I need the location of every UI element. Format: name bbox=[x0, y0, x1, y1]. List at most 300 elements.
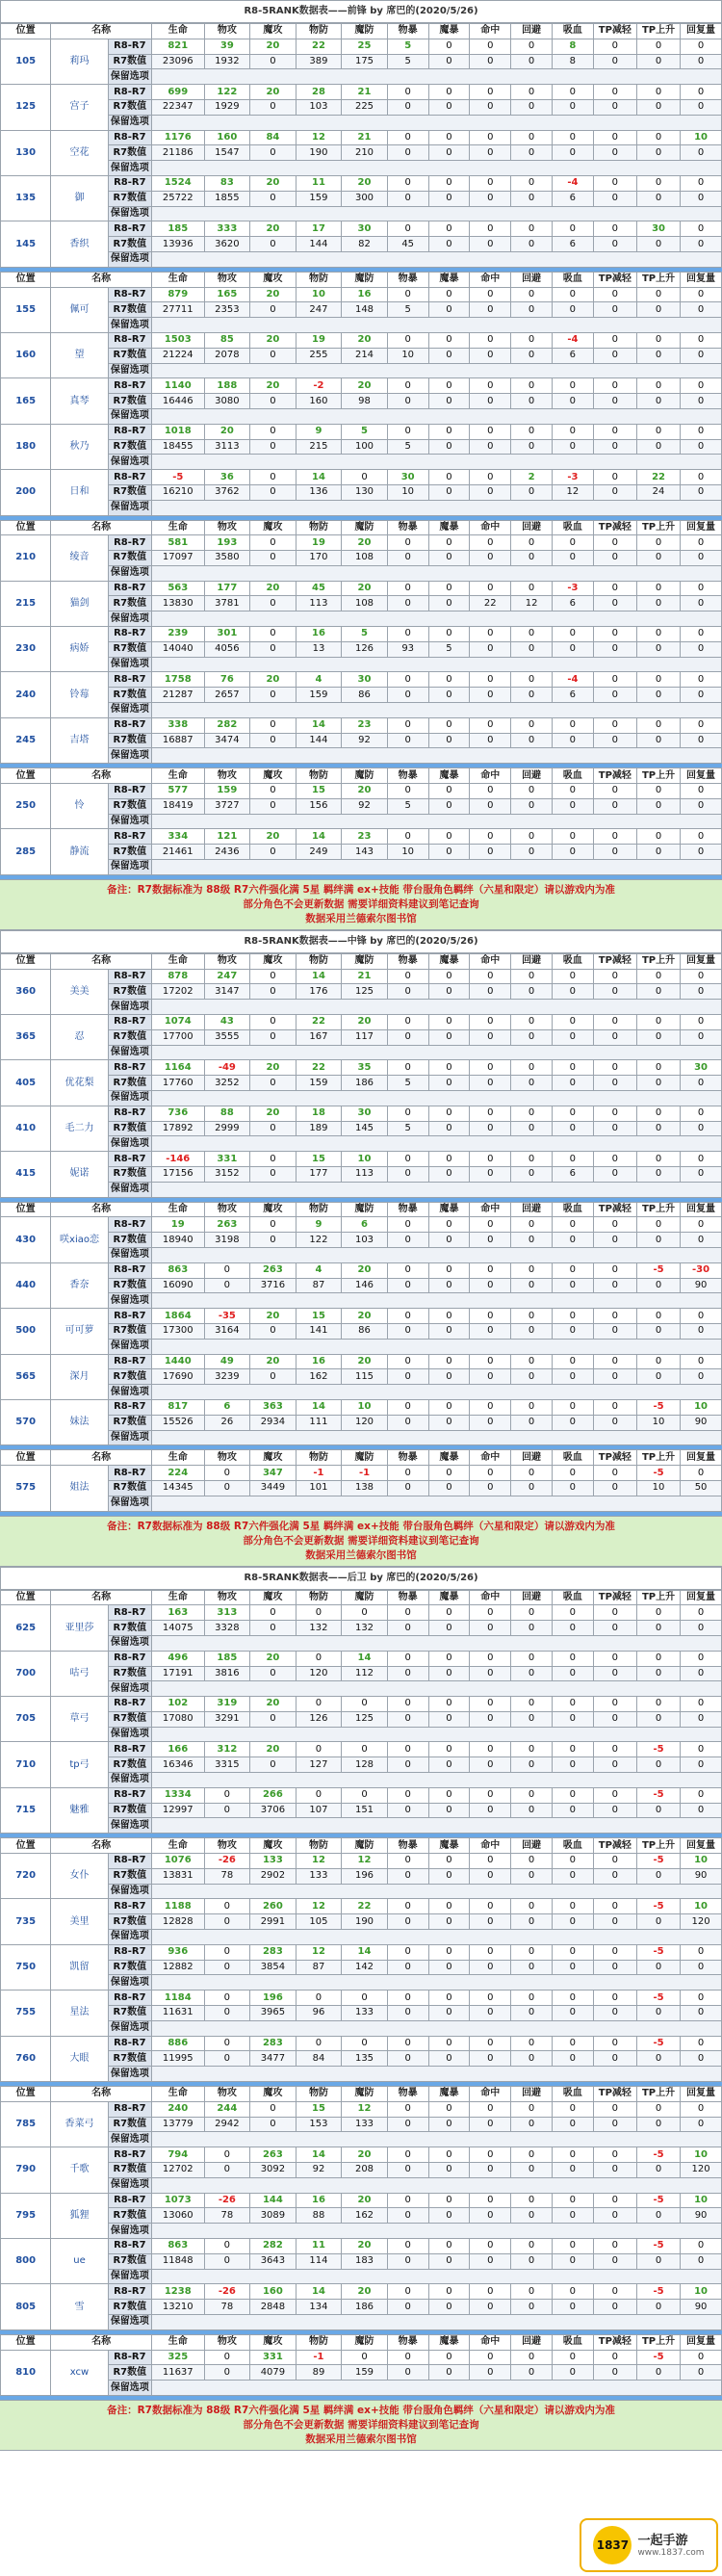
r7-value: 0 bbox=[250, 191, 297, 206]
r7-value: 16346 bbox=[151, 1757, 204, 1773]
r7-value: 0 bbox=[593, 2208, 636, 2224]
keep-blank bbox=[151, 2067, 721, 2082]
diff-value: 0 bbox=[511, 1899, 553, 1914]
r7-value: 18940 bbox=[151, 1233, 204, 1248]
diff-value: 0 bbox=[387, 581, 428, 596]
diff-value: 0 bbox=[681, 287, 722, 302]
diff-value: 224 bbox=[151, 1466, 204, 1481]
header-cell: 生命 bbox=[151, 2087, 204, 2102]
diff-value: 0 bbox=[342, 1697, 388, 1712]
diff-value: 0 bbox=[428, 535, 470, 551]
r7-value: 12997 bbox=[151, 1803, 204, 1818]
r7-value: 78 bbox=[204, 2208, 250, 2224]
r7-value: 0 bbox=[511, 551, 553, 566]
row-label-r7: R7数值 bbox=[108, 2253, 151, 2269]
r7-value: 0 bbox=[387, 1233, 428, 1248]
r7-value: 0 bbox=[681, 1166, 722, 1182]
r7-value: 0 bbox=[593, 1029, 636, 1045]
header-cell: 回复量 bbox=[681, 953, 722, 969]
row-label-diff: R8-R7 bbox=[108, 1309, 151, 1324]
header-cell: 位置 bbox=[1, 953, 51, 969]
r7-value: 3727 bbox=[204, 798, 250, 814]
diff-value: 0 bbox=[342, 470, 388, 485]
r7-value: 0 bbox=[387, 1666, 428, 1681]
r7-value: 0 bbox=[470, 798, 511, 814]
header-cell: 生命 bbox=[151, 272, 204, 287]
row-label-r7: R7数值 bbox=[108, 484, 151, 500]
r7-value: 0 bbox=[552, 2300, 593, 2315]
r7-value: 0 bbox=[511, 798, 553, 814]
r7-value: 10 bbox=[387, 348, 428, 363]
r7-value: 3781 bbox=[204, 596, 250, 611]
row-label-keep: 保留选项 bbox=[108, 1818, 151, 1834]
diff-value: 260 bbox=[250, 1899, 297, 1914]
row-label-r7: R7数值 bbox=[108, 596, 151, 611]
note-line: 部分角色不会更新数据 需要详细资料建议到笔记查询 bbox=[243, 898, 479, 910]
diff-value: 16 bbox=[342, 287, 388, 302]
character-name: 静流 bbox=[51, 829, 108, 874]
row-label-keep: 保留选项 bbox=[108, 2224, 151, 2239]
r7-value: 0 bbox=[593, 1480, 636, 1496]
header-cell: 吸血 bbox=[552, 1202, 593, 1217]
diff-value: 0 bbox=[470, 424, 511, 439]
r7-value: 0 bbox=[681, 1233, 722, 1248]
table-row bbox=[1, 439, 722, 455]
diff-value: 821 bbox=[151, 39, 204, 54]
r7-value: 0 bbox=[681, 2051, 722, 2067]
keep-blank bbox=[151, 1930, 721, 1945]
r7-value: 0 bbox=[636, 2006, 680, 2021]
row-label-keep: 保留选项 bbox=[108, 408, 151, 424]
r7-value: 159 bbox=[296, 688, 342, 703]
diff-value: 0 bbox=[636, 969, 680, 984]
r7-value: 0 bbox=[387, 733, 428, 748]
r7-value: 18455 bbox=[151, 439, 204, 455]
diff-value: 0 bbox=[593, 2350, 636, 2365]
r7-value: 127 bbox=[296, 1757, 342, 1773]
header-cell: 魔防 bbox=[342, 520, 388, 535]
r7-value: 0 bbox=[636, 2253, 680, 2269]
row-label-r7: R7数值 bbox=[108, 1757, 151, 1773]
row-label-r7: R7数值 bbox=[108, 1868, 151, 1884]
header-cell: TP上升 bbox=[636, 953, 680, 969]
diff-value: 0 bbox=[636, 535, 680, 551]
r7-value: 3816 bbox=[204, 1666, 250, 1681]
diff-value: 0 bbox=[387, 287, 428, 302]
diff-value: -5 bbox=[636, 2284, 680, 2300]
header-cell: 魔暴 bbox=[428, 24, 470, 39]
r7-value: 1547 bbox=[204, 145, 250, 161]
character-name: 香菜弓 bbox=[51, 2101, 108, 2147]
header-cell: 魔暴 bbox=[428, 953, 470, 969]
r7-value: 92 bbox=[342, 798, 388, 814]
r7-value: 0 bbox=[428, 1121, 470, 1136]
r7-value: 0 bbox=[428, 2117, 470, 2132]
r7-value: 186 bbox=[342, 1076, 388, 1091]
row-label-keep: 保留选项 bbox=[108, 115, 151, 130]
row-label-keep: 保留选项 bbox=[108, 1681, 151, 1697]
position-value: 790 bbox=[1, 2147, 51, 2193]
keep-blank bbox=[151, 703, 721, 718]
r7-value: 0 bbox=[428, 348, 470, 363]
diff-value: 0 bbox=[681, 829, 722, 845]
diff-value: 0 bbox=[593, 221, 636, 237]
row-label-diff: R8-R7 bbox=[108, 378, 151, 394]
r7-value: 0 bbox=[250, 1621, 297, 1636]
header-cell: 魔防 bbox=[342, 1838, 388, 1854]
r7-value: 0 bbox=[636, 1166, 680, 1182]
row-label-keep: 保留选项 bbox=[108, 1975, 151, 1991]
r7-value: 125 bbox=[342, 1711, 388, 1727]
header-cell: 物防 bbox=[296, 272, 342, 287]
r7-value: 92 bbox=[296, 2163, 342, 2178]
r7-value: 86 bbox=[342, 688, 388, 703]
diff-value: 0 bbox=[387, 2193, 428, 2208]
diff-value: 0 bbox=[250, 1152, 297, 1167]
r7-value: 0 bbox=[552, 2006, 593, 2021]
r7-value: 10 bbox=[636, 1480, 680, 1496]
r7-value: 11631 bbox=[151, 2006, 204, 2021]
diff-value: 25 bbox=[342, 39, 388, 54]
header-cell: 魔攻 bbox=[250, 953, 297, 969]
header-cell: 生命 bbox=[151, 2334, 204, 2350]
diff-value: 10 bbox=[681, 130, 722, 145]
r7-value: 0 bbox=[387, 1914, 428, 1930]
character-name: 忍 bbox=[51, 1015, 108, 1060]
table-row bbox=[1, 1136, 722, 1152]
diff-value: -5 bbox=[636, 2193, 680, 2208]
diff-value: -5 bbox=[636, 1991, 680, 2006]
diff-value: 0 bbox=[511, 1015, 553, 1030]
position-value: 230 bbox=[1, 627, 51, 672]
r7-value: 0 bbox=[636, 2300, 680, 2315]
r7-value: 0 bbox=[681, 2006, 722, 2021]
diff-value: 12 bbox=[296, 1899, 342, 1914]
diff-value: 15 bbox=[296, 784, 342, 799]
r7-value: 4056 bbox=[204, 641, 250, 657]
section-title-table bbox=[0, 1567, 722, 1590]
header-cell: 位置 bbox=[1, 768, 51, 784]
row-label-r7: R7数值 bbox=[108, 984, 151, 1000]
table-row bbox=[1, 1773, 722, 1788]
r7-value: 0 bbox=[593, 1323, 636, 1339]
section-title: R8-5RANK数据表——前锋 by 席巴的(2020/5/26) bbox=[1, 1, 722, 23]
diff-value: 0 bbox=[387, 2284, 428, 2300]
table-row bbox=[1, 784, 722, 799]
r7-value: 143 bbox=[342, 845, 388, 860]
table-row bbox=[1, 191, 722, 206]
r7-value: 0 bbox=[593, 1278, 636, 1293]
table-row bbox=[1, 1466, 722, 1481]
header-cell: 名称 bbox=[51, 768, 152, 784]
keep-blank bbox=[151, 1975, 721, 1991]
r7-value: 148 bbox=[342, 302, 388, 318]
character-name: 妹法 bbox=[51, 1399, 108, 1444]
table-row bbox=[1, 1944, 722, 1960]
r7-value: 0 bbox=[552, 1121, 593, 1136]
table-row bbox=[1, 1247, 722, 1262]
r7-value: 247 bbox=[296, 302, 342, 318]
r7-value: 90 bbox=[681, 1415, 722, 1430]
diff-value: 0 bbox=[636, 1651, 680, 1666]
diff-value: 0 bbox=[593, 1899, 636, 1914]
header-cell: 物攻 bbox=[204, 2334, 250, 2350]
table-row bbox=[1, 1293, 722, 1309]
r7-value: 0 bbox=[204, 1278, 250, 1293]
table-row bbox=[1, 99, 722, 115]
header-cell: 魔暴 bbox=[428, 2334, 470, 2350]
table-row bbox=[1, 1309, 722, 1324]
header-cell: TP减轻 bbox=[593, 1838, 636, 1854]
table-row bbox=[1, 627, 722, 642]
diff-value: 10 bbox=[681, 1854, 722, 1869]
r7-value: 138 bbox=[342, 1480, 388, 1496]
r7-value: 0 bbox=[636, 688, 680, 703]
diff-value: 0 bbox=[552, 221, 593, 237]
diff-value: 0 bbox=[387, 1060, 428, 1076]
r7-value: 0 bbox=[511, 191, 553, 206]
r7-value: 0 bbox=[636, 641, 680, 657]
diff-value: 0 bbox=[636, 287, 680, 302]
diff-value: 11 bbox=[296, 175, 342, 191]
table-row bbox=[1, 221, 722, 237]
keep-blank bbox=[151, 1496, 721, 1511]
r7-value: 2934 bbox=[250, 1415, 297, 1430]
r7-value: 0 bbox=[681, 394, 722, 409]
row-label-keep: 保留选项 bbox=[108, 1136, 151, 1152]
diff-value: 0 bbox=[470, 1106, 511, 1121]
r7-value: 50 bbox=[681, 1480, 722, 1496]
r7-value: 0 bbox=[470, 1323, 511, 1339]
r7-value: 0 bbox=[470, 641, 511, 657]
header-cell: TP减轻 bbox=[593, 1590, 636, 1605]
header-cell: 命中 bbox=[470, 1590, 511, 1605]
diff-value: 0 bbox=[470, 1742, 511, 1757]
r7-value: 183 bbox=[342, 2253, 388, 2269]
diff-value: 0 bbox=[470, 2101, 511, 2117]
r7-value: 0 bbox=[387, 1166, 428, 1182]
r7-value: 3113 bbox=[204, 439, 250, 455]
header-cell: 吸血 bbox=[552, 1838, 593, 1854]
header-cell: 生命 bbox=[151, 24, 204, 39]
diff-value: 133 bbox=[250, 1854, 297, 1869]
header-cell: 魔暴 bbox=[428, 520, 470, 535]
position-value: 760 bbox=[1, 2036, 51, 2081]
header-cell: 生命 bbox=[151, 520, 204, 535]
row-label-keep: 保留选项 bbox=[108, 814, 151, 829]
diff-value: 10 bbox=[681, 1399, 722, 1415]
table-row bbox=[1, 2238, 722, 2253]
diff-value: 0 bbox=[428, 221, 470, 237]
r7-value: 0 bbox=[428, 1369, 470, 1385]
r7-value: 6 bbox=[552, 596, 593, 611]
row-label-diff: R8-R7 bbox=[108, 39, 151, 54]
header-cell: 回复量 bbox=[681, 520, 722, 535]
diff-value: 0 bbox=[428, 287, 470, 302]
r7-value: 0 bbox=[428, 2300, 470, 2315]
r7-value: 0 bbox=[681, 845, 722, 860]
diff-value: 282 bbox=[204, 717, 250, 733]
r7-value: 0 bbox=[552, 2208, 593, 2224]
diff-value: 0 bbox=[552, 2036, 593, 2051]
header-cell: TP上升 bbox=[636, 1202, 680, 1217]
diff-value: 0 bbox=[636, 1309, 680, 1324]
diff-value: 21 bbox=[342, 130, 388, 145]
r7-value: 0 bbox=[428, 1480, 470, 1496]
keep-blank bbox=[151, 500, 721, 515]
r7-value: 17690 bbox=[151, 1369, 204, 1385]
row-label-keep: 保留选项 bbox=[108, 206, 151, 221]
row-label-keep: 保留选项 bbox=[108, 2269, 151, 2284]
header-cell: 魔暴 bbox=[428, 2087, 470, 2102]
r7-value: 125 bbox=[342, 984, 388, 1000]
row-label-diff: R8-R7 bbox=[108, 535, 151, 551]
diff-value: 20 bbox=[342, 1354, 388, 1369]
row-label-keep: 保留选项 bbox=[108, 1045, 151, 1060]
row-label-keep: 保留选项 bbox=[108, 1182, 151, 1197]
row-label-keep: 保留选项 bbox=[108, 1293, 151, 1309]
diff-value: 14 bbox=[296, 470, 342, 485]
r7-value: 0 bbox=[511, 2208, 553, 2224]
diff-value: 563 bbox=[151, 581, 204, 596]
r7-value: 0 bbox=[552, 1480, 593, 1496]
position-value: 135 bbox=[1, 175, 51, 221]
header-cell: 物防 bbox=[296, 1202, 342, 1217]
diff-value: 0 bbox=[470, 1605, 511, 1621]
diff-value: 0 bbox=[552, 627, 593, 642]
diff-value: 39 bbox=[204, 39, 250, 54]
r7-value: 22 bbox=[470, 596, 511, 611]
table-row bbox=[1, 2101, 722, 2117]
diff-value: 20 bbox=[342, 2147, 388, 2163]
r7-value: 0 bbox=[593, 1868, 636, 1884]
position-value: 105 bbox=[1, 39, 51, 84]
r7-value: 0 bbox=[593, 348, 636, 363]
keep-blank bbox=[151, 1182, 721, 1197]
row-label-diff: R8-R7 bbox=[108, 672, 151, 688]
r7-value: 159 bbox=[296, 191, 342, 206]
diff-value: 20 bbox=[250, 175, 297, 191]
diff-value: 0 bbox=[681, 1651, 722, 1666]
r7-value: 0 bbox=[681, 1621, 722, 1636]
diff-value: 0 bbox=[552, 85, 593, 100]
diff-value: 0 bbox=[470, 1354, 511, 1369]
header-cell: 物暴 bbox=[387, 768, 428, 784]
diff-value: 165 bbox=[204, 287, 250, 302]
diff-value: 0 bbox=[511, 1060, 553, 1076]
r7-value: 0 bbox=[428, 54, 470, 69]
r7-value: 0 bbox=[428, 1960, 470, 1975]
diff-value: 20 bbox=[250, 85, 297, 100]
r7-value: 1929 bbox=[204, 99, 250, 115]
r7-value: 176 bbox=[296, 984, 342, 1000]
r7-value: 0 bbox=[636, 596, 680, 611]
r7-value: 120 bbox=[296, 1666, 342, 1681]
diff-value: 0 bbox=[681, 627, 722, 642]
diff-value: 0 bbox=[250, 1605, 297, 1621]
r7-value: 186 bbox=[342, 2300, 388, 2315]
diff-value: 0 bbox=[681, 378, 722, 394]
r7-value: 0 bbox=[511, 1076, 553, 1091]
table-row bbox=[1, 484, 722, 500]
r7-value: 0 bbox=[552, 99, 593, 115]
diff-value: -5 bbox=[636, 2036, 680, 2051]
header-cell: 物防 bbox=[296, 1590, 342, 1605]
table-row bbox=[1, 1930, 722, 1945]
r7-value: 0 bbox=[470, 2253, 511, 2269]
r7-value: 144 bbox=[296, 237, 342, 252]
diff-value: 1334 bbox=[151, 1787, 204, 1803]
diff-value: 20 bbox=[342, 1015, 388, 1030]
character-name: 深月 bbox=[51, 1354, 108, 1399]
header-cell: 物防 bbox=[296, 1838, 342, 1854]
r7-value: 0 bbox=[636, 2117, 680, 2132]
diff-value: 21 bbox=[342, 85, 388, 100]
header-cell: 位置 bbox=[1, 1590, 51, 1605]
diff-value: 22 bbox=[296, 39, 342, 54]
table-row bbox=[1, 1015, 722, 1030]
diff-value: 331 bbox=[204, 1152, 250, 1167]
header-cell: 命中 bbox=[470, 768, 511, 784]
r7-value: 3854 bbox=[250, 1960, 297, 1975]
table-row bbox=[1, 332, 722, 348]
row-label-diff: R8-R7 bbox=[108, 1015, 151, 1030]
row-label-keep: 保留选项 bbox=[108, 1091, 151, 1106]
character-name: 病娇 bbox=[51, 627, 108, 672]
diff-value: 0 bbox=[511, 287, 553, 302]
r7-value: 3092 bbox=[250, 2163, 297, 2178]
r7-value: 2999 bbox=[204, 1121, 250, 1136]
r7-value: 26 bbox=[204, 1415, 250, 1430]
diff-value: 0 bbox=[593, 2238, 636, 2253]
position-value: 735 bbox=[1, 1899, 51, 1944]
row-label-diff: R8-R7 bbox=[108, 2284, 151, 2300]
diff-value: 0 bbox=[593, 1651, 636, 1666]
diff-value: 163 bbox=[151, 1605, 204, 1621]
header-cell: 物暴 bbox=[387, 1450, 428, 1466]
diff-value: 0 bbox=[204, 2350, 250, 2365]
character-name: 狐狸 bbox=[51, 2193, 108, 2238]
diff-value: 0 bbox=[250, 1015, 297, 1030]
keep-blank bbox=[151, 251, 721, 267]
header-cell: 魔暴 bbox=[428, 1838, 470, 1854]
character-name: 雪 bbox=[51, 2284, 108, 2329]
character-name: 绫音 bbox=[51, 535, 108, 581]
r7-value: 0 bbox=[511, 1711, 553, 1727]
table-row bbox=[1, 1991, 722, 2006]
r7-value: 0 bbox=[204, 2006, 250, 2021]
r7-value: 0 bbox=[681, 1369, 722, 1385]
r7-value: 0 bbox=[552, 1803, 593, 1818]
row-label-r7: R7数值 bbox=[108, 191, 151, 206]
r7-value: 0 bbox=[428, 1914, 470, 1930]
diff-value: 0 bbox=[511, 627, 553, 642]
r7-value: 0 bbox=[428, 99, 470, 115]
row-label-r7: R7数值 bbox=[108, 1960, 151, 1975]
header-cell: 回避 bbox=[511, 768, 553, 784]
header-cell: 魔攻 bbox=[250, 1838, 297, 1854]
stats-table bbox=[0, 1449, 722, 1511]
header-cell: 物攻 bbox=[204, 1590, 250, 1605]
table-row bbox=[1, 115, 722, 130]
r7-value: 0 bbox=[593, 1711, 636, 1727]
diff-value: 0 bbox=[636, 378, 680, 394]
character-name: 魅雅 bbox=[51, 1787, 108, 1833]
header-cell: 物攻 bbox=[204, 1202, 250, 1217]
header-cell: 吸血 bbox=[552, 520, 593, 535]
table-row bbox=[1, 1278, 722, 1293]
r7-value: 130 bbox=[342, 484, 388, 500]
